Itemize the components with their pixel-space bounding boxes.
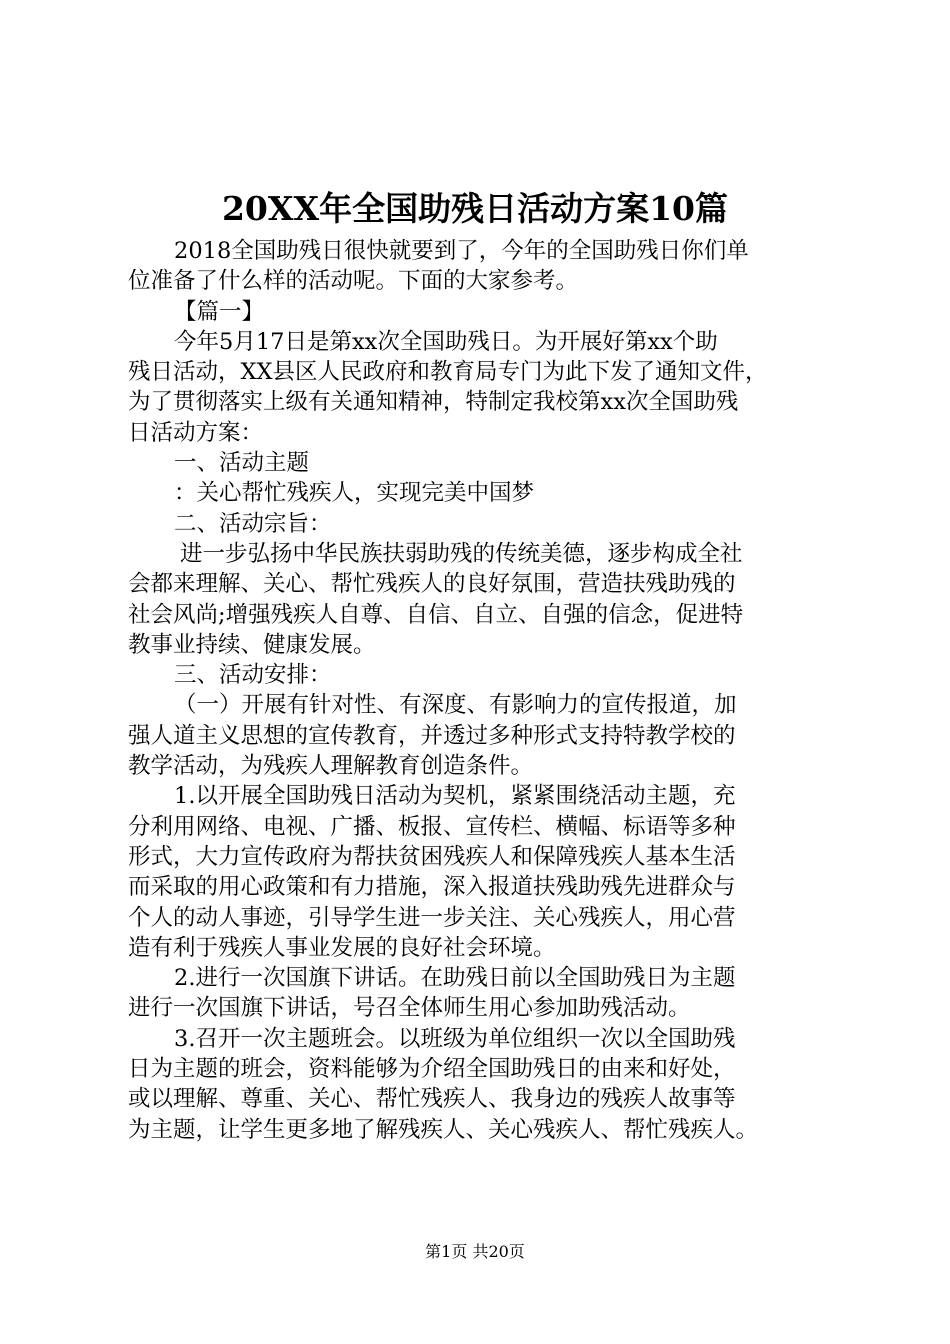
paragraph-line: 个人的动人事迹，引导学生进一步关注、关心残疾人，用心营: [128, 904, 736, 931]
section-heading: 三、活动安排：: [174, 662, 332, 689]
paragraph-line: 2018全国助残日很快就要到了，今年的全国助残日你们单: [174, 238, 749, 264]
paragraph-line: 日为主题的班会，资料能够为介绍全国助残日的由来和好处，: [128, 1056, 736, 1083]
paragraph-line: 或以理解、尊重、关心、帮忙残疾人、我身边的残疾人故事等: [128, 1086, 736, 1113]
paragraph-line: 强人道主义思想的宣传教育，并透过多种形式支持特教学校的: [128, 722, 736, 749]
document-body: [128, 236, 828, 1145]
paragraph-line: 教事业持续、健康发展。: [128, 631, 376, 658]
page-number-footer: 第1页 共20页: [425, 1242, 525, 1261]
paragraph-line: 位准备了什么样的活动呢。下面的大家参考。: [128, 268, 579, 295]
paragraph-line: （一）开展有针对性、有深度、有影响力的宣传报道，加: [174, 692, 737, 719]
paragraph-line: 社会风尚;增强残疾人自尊、自信、自立、自强的信念，促进特: [128, 601, 744, 628]
paragraph-line: 为了贯彻落实上级有关通知精神，特制定我校第xx次全国助残: [128, 389, 739, 416]
paragraph-line: 教学活动，为残疾人理解教育创造条件。: [128, 753, 534, 780]
paragraph-line: 2.进行一次国旗下讲话。在助残日前以全国助残日为主题: [174, 965, 736, 992]
section-heading: 二、活动宗旨：: [174, 510, 332, 537]
paragraph-line: 今年5月17日是第xx次全国助残日。为开展好第xx个助: [174, 328, 718, 355]
paragraph-line: 残日活动，XX县区人民政府和教育局专门为此下发了通知文件，: [128, 359, 768, 386]
section-heading: 一、活动主题: [174, 450, 310, 477]
paragraph-line: 3.召开一次主题班会。以班级为单位组织一次以全国助残: [174, 1025, 736, 1052]
paragraph-line: 会都来理解、关心、帮忙残疾人的良好氛围，营造扶残助残的: [128, 571, 736, 598]
section-heading: 【篇一】: [174, 298, 265, 325]
paragraph-line: 分利用网络、电视、广播、板报、宣传栏、横幅、标语等多种: [128, 813, 736, 840]
paragraph-line: 为主题，让学生更多地了解残疾人、关心残疾人、帮忙残疾人。: [128, 1116, 759, 1143]
paragraph-line: 而采取的用心政策和有力措施，深入报道扶残助残先进群众与: [128, 874, 736, 901]
paragraph-line: 形式，大力宣传政府为帮扶贫困残疾人和保障残疾人基本生活: [128, 843, 736, 870]
paragraph-line: ：关心帮忙残疾人，实现完美中国梦: [174, 480, 535, 507]
paragraph-line: 进一步弘扬中华民族扶弱助残的传统美德，逐步构成全社: [180, 540, 743, 567]
paragraph-line: 进行一次国旗下讲话，号召全体师生用心参加助残活动。: [128, 995, 691, 1022]
paragraph-line: 1.以开展全国助残日活动为契机，紧紧围绕活动主题，充: [174, 783, 736, 810]
document-title: 20XX年全国助残日活动方案10篇: [221, 189, 729, 228]
paragraph-line: 日活动方案：: [128, 419, 264, 446]
paragraph-line: 造有利于残疾人事业发展的良好社会环境。: [128, 934, 556, 961]
